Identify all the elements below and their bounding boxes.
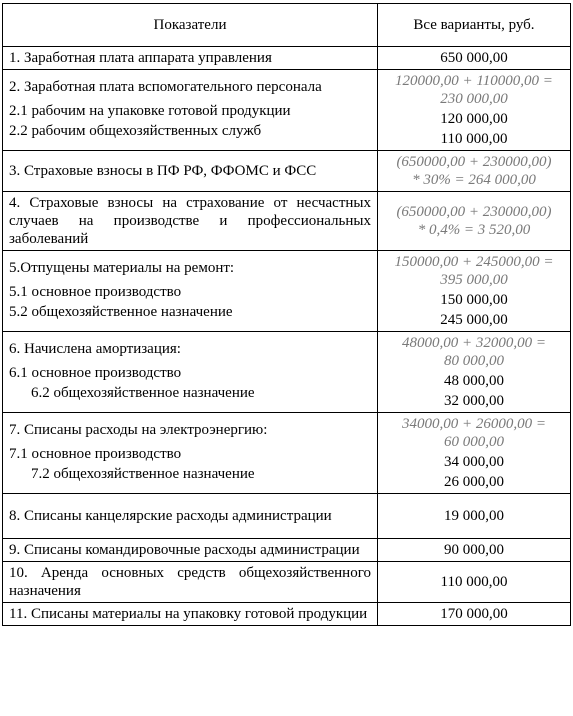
sub-row-label: 2.2 рабочим общехозяйственных служб: [9, 123, 262, 139]
calc-formula: 120000,00 + 110000,00 =: [395, 73, 553, 89]
row-value: 110 000,00: [378, 562, 571, 603]
expense-table: [2, 3, 571, 626]
table-row: [3, 494, 571, 539]
table-row: [3, 251, 571, 332]
sub-row-label: 2.1 рабочим на упаковке готовой продукции: [9, 103, 291, 119]
sub-row-label: 5.2 общехозяйственное назначение: [9, 304, 233, 320]
row-label: 5.Отпущены материалы на ремонт:: [9, 260, 235, 276]
sub-row-value: 32 000,00: [444, 393, 504, 409]
row-label: 10. Аренда основных средств общехозяйственного назначения: [3, 562, 378, 603]
calc-result: * 0,4% = 3 520,00: [417, 222, 531, 238]
table-row: [3, 603, 571, 626]
calc-result: 395 000,00: [440, 272, 508, 288]
row-label: 4. Страховые взносы на страхование от несчастных случаев на производстве и профессиональных заболеваний: [3, 192, 378, 251]
row-value: 170 000,00: [378, 603, 571, 626]
header-all-variants: Все варианты, руб.: [378, 4, 571, 47]
calc-result: 60 000,00: [444, 434, 504, 450]
sub-row-label: 7.2 общехозяйственное назначение: [31, 466, 255, 482]
sub-row-value: 150 000,00: [440, 292, 508, 308]
header-indicators: Показатели: [3, 4, 378, 47]
sub-row-label: 7.1 основное производство: [9, 446, 182, 462]
sub-row-value: 245 000,00: [440, 312, 508, 328]
row-label: 1. Заработная плата аппарата управления: [3, 47, 378, 70]
calc-result: 80 000,00: [444, 353, 504, 369]
row-value: 650 000,00: [378, 47, 571, 70]
sub-row-label: 6.2 общехозяйственное назначение: [31, 385, 255, 401]
table-row: [3, 47, 571, 70]
sub-row-value: 34 000,00: [444, 454, 504, 470]
table-row: [3, 151, 571, 192]
table-row: [3, 332, 571, 413]
table-row: [3, 192, 571, 251]
row-label: 11. Списаны материалы на упаковку готовой продукции: [3, 603, 378, 626]
row-label: 9. Списаны командировочные расходы администрации: [3, 539, 378, 562]
table-row: [3, 70, 571, 151]
calc-formula: (650000,00 + 230000,00): [396, 204, 552, 220]
row-label: 7. Списаны расходы на электроэнергию:: [9, 422, 268, 438]
calc-formula: 150000,00 + 245000,00 =: [394, 254, 554, 270]
calc-result: * 30% = 264 000,00: [412, 172, 536, 188]
table-row: [3, 539, 571, 562]
sub-row-label: 5.1 основное производство: [9, 284, 182, 300]
table-row: [3, 562, 571, 603]
row-label: 3. Страховые взносы в ПФ РФ, ФФОМС и ФСС: [3, 151, 378, 192]
calc-formula: 34000,00 + 26000,00 =: [402, 416, 546, 432]
sub-row-label: 6.1 основное производство: [9, 365, 182, 381]
sub-row-value: 110 000,00: [440, 131, 508, 147]
calc-result: 230 000,00: [440, 91, 508, 107]
row-label: 6. Начислена амортизация:: [9, 341, 181, 357]
calc-formula: (650000,00 + 230000,00): [396, 154, 552, 170]
row-label: 2. Заработная плата вспомогательного персонала: [9, 79, 322, 95]
row-value: 90 000,00: [378, 539, 571, 562]
row-value: 19 000,00: [378, 494, 571, 539]
sub-row-value: 48 000,00: [444, 373, 504, 389]
sub-row-value: 120 000,00: [440, 111, 508, 127]
sub-row-value: 26 000,00: [444, 474, 504, 490]
calc-formula: 48000,00 + 32000,00 =: [402, 335, 546, 351]
table-row: [3, 413, 571, 494]
row-label: 8. Списаны канцелярские расходы администрации: [3, 494, 378, 539]
header-row: [3, 4, 571, 47]
